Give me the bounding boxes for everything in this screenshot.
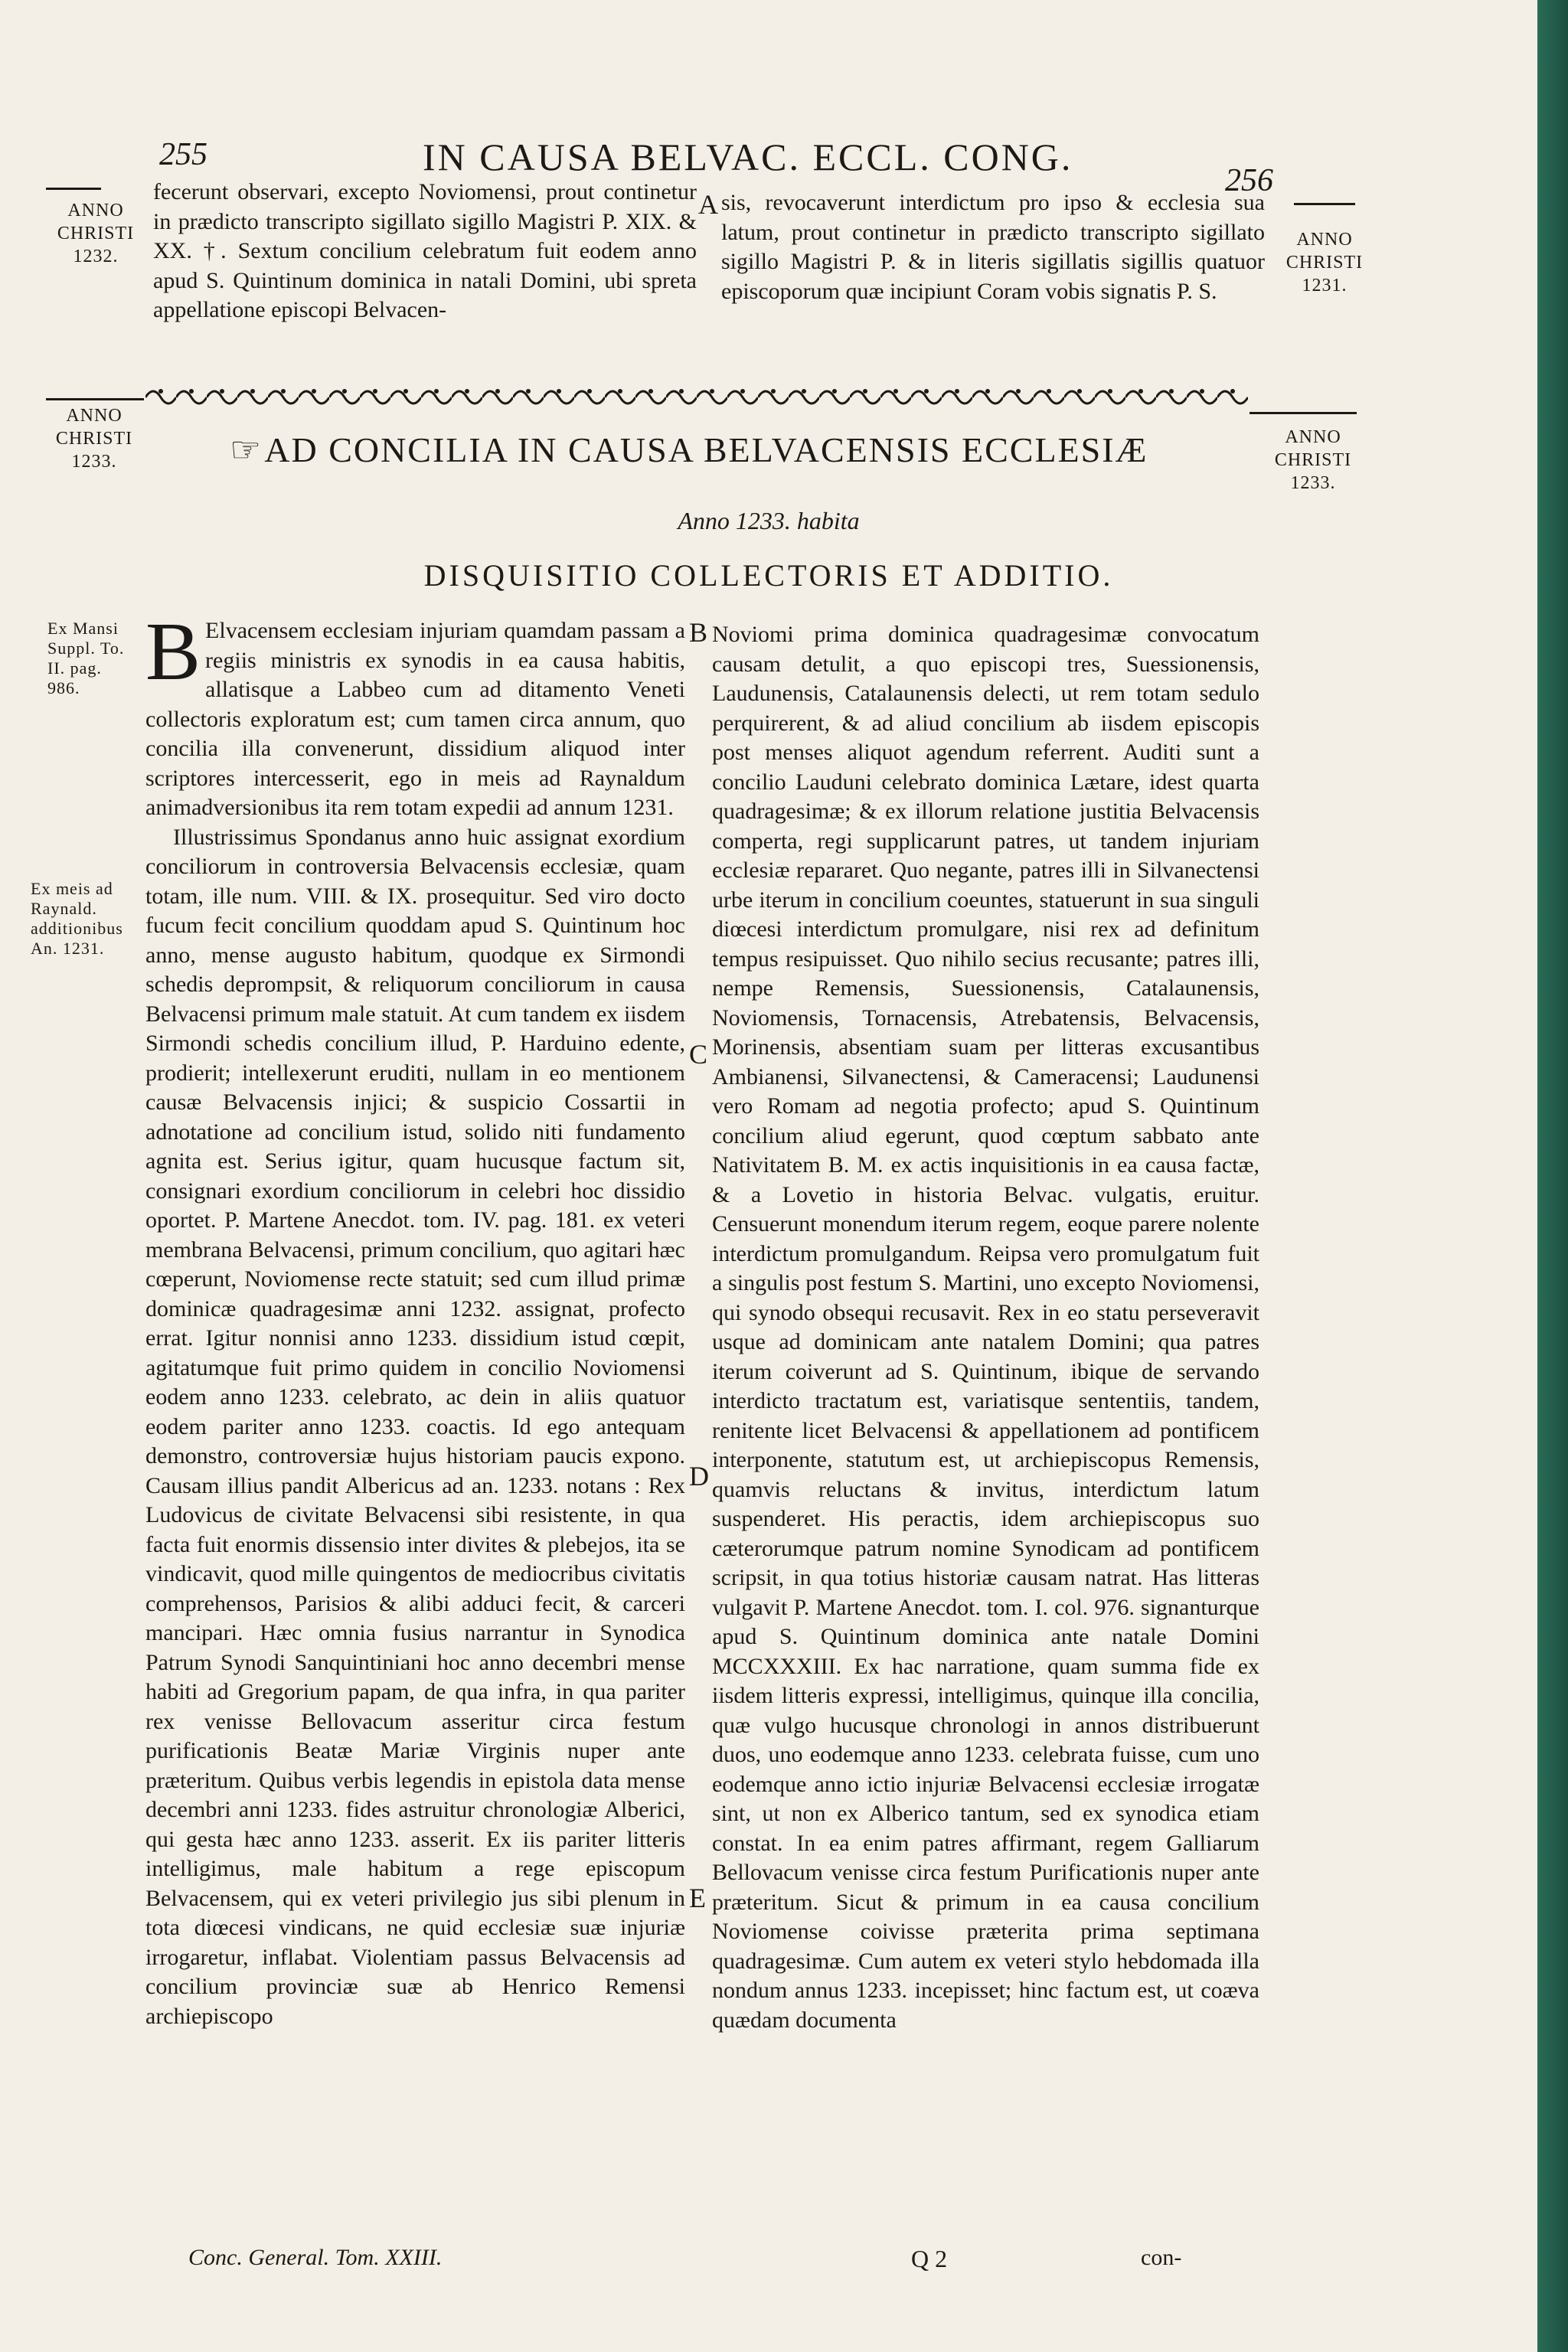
margin-year-top-left — [46, 199, 145, 268]
body-column-right: Noviomi prima dominica quadragesimæ convocatum causam detulit, a quo episcopi tres, Suessionensis, Laudunensis, Catalaunensis delecti, ut rem totam sedulo perquirerent, & ad aliud concilium ab iisdem episcopis post menses aliquot agendum referrent. Auditi sunt a concilio Lauduni celebrato dominica Lætare, idest quarta quadragesimæ; & ex illorum relatione justitia Belvacensis comperta, regi supplicarunt patres, ut tandem injuriam ecclesiæ repararet. Quo negante, patres illi in Silvanectensi urbe iterum in concilium coeuntes, statuerunt in sua singuli diœcesi interdictum promulgare, nisi rex ad definitum tempus resipuisset. Quo nihilo secius recusante; patres illi, nempe Remensis, Suessionensis, Catalaunensis, Noviomensis, Tornacensis, Atrebatensis, Belvacensis, Morinensis, absentiam suam per litteras excusantibus Ambianensi, Silvanectensi, & Cameracensi; Laudunensi vero Romam ad negotia profecto; apud S. Quintinum concilium aliud egerunt, quod cœptum sabbato ante Nativitatem B. M. ex actis inquisitionis in ea causa factæ, & a Lovetio in historia Belvac. vulgatis, eruitur. Censuerunt monendum iterum regem, eoque parere nolente interdictum promulgandum. Reipsa vero promulgatum fuit a singulis post festum S. Martini, uno excepto Noviomensi, qui synodo obsequi recusavit. Rex in eo statu perseveravit usque ad dominicam ante natalem Domini; qua patres iterum coiverunt ad S. Quintinum, ibique de servando interdicto tractatum est, variatisque sententiis, tandem, renitente licet Belvacensi & appellationem ad pontificem interponente, statutum est, ut archiepiscopus Remensis, quamvis reluctans & invitus, interdictum latum suspenderet. His peractis, idem archiepiscopus suo cæterorumque patrum nomine Synodicam ad pontificem scripsit, in qua totius historiæ causam natrat. Has litteras vulgavit P. Martene Anecdot. tom. I. col. 976. signanturque apud S. Quintinum dominica ante natale Domini MCCXXXIII. Ex hac narratione, quam summa fide ex iisdem litteris expressi, intelligimus, quinque illa concilia, quæ vulgo hucusque chronologi in annos distribuerunt duos, uno eodemque anno 1233. celebrata fuisse, cum uno eodemque anno ictio injuriæ Belvacensi ecclesiæ irrogatæ sint, ut non ex Alberico tantum, sed ex synodica etiam constat. In ea enim patres affirmant, regem Galliarum Bellovacum venisse circa festum Purificationis nuper ante præteritum. Sicut & primum in ea causa concilium Noviomense coivisse præterita prima septimana quadragesimæ. Cum autem ex veteri stylo hebdomada illa nondum annus 1233. incepisset; hinc factum est, ut coæva quædam documenta — [712, 622, 1259, 2033]
margin-christi-label: CHRISTI — [55, 429, 133, 449]
margin-year-value: 1233. — [71, 452, 117, 472]
source-note-raynald: Ex meis ad Raynald. additionibus An. 1231. — [31, 879, 123, 958]
catchword: con- — [1141, 2245, 1182, 2270]
margin-rule-top-right — [1294, 203, 1355, 205]
column-letter-c: C — [689, 1039, 708, 1070]
margin-anno-label: ANNO — [66, 406, 122, 426]
signature-mark: Q 2 — [911, 2245, 948, 2272]
top-text-right: sis, revocaverunt interdictum pro ipso & ecclesia sua latum, prout continetur in prædicto transcripto sigillato sigillo Magistri P. & in literis sigillatis sigillis quatuor episcoporum quæ incipiunt Coram vobis signatis P. S. — [721, 190, 1265, 304]
page-number-left: 255 — [159, 137, 207, 172]
margin-year-top-right — [1271, 228, 1378, 297]
ornament-rule-left — [46, 398, 144, 400]
margin-year-mid-right — [1256, 426, 1370, 495]
page-number-right: 256 — [1225, 163, 1273, 198]
footer-collection: Conc. General. Tom. XXIII. — [188, 2245, 443, 2270]
margin-christi-label: CHRISTI — [57, 224, 135, 243]
column-letter-a: A — [698, 189, 718, 220]
body-column-left — [145, 606, 685, 2031]
disquisitio-heading: DISQUISITIO COLLECTORIS ET ADDITIO. — [423, 558, 1114, 593]
running-title: IN CAUSA BELVAC. ECCL. CONG. — [423, 136, 1073, 178]
margin-anno-label: ANNO — [1296, 230, 1353, 250]
margin-anno-label: ANNO — [1285, 427, 1341, 447]
ornamental-band — [145, 381, 1248, 411]
book-binding-edge — [1537, 0, 1568, 2352]
margin-rule-top-left — [46, 188, 101, 190]
margin-anno-label: ANNO — [67, 201, 124, 220]
drop-cap: B — [145, 606, 201, 697]
ornament-rule-right — [1250, 412, 1357, 414]
margin-year-value: 1231. — [1302, 276, 1348, 296]
paragraph-1: Elvacensem ecclesiam injuriam quamdam passam a regiis ministris ex synodis in ea causa habitis, allatisque a Labbeo cum ad ditamento Veneti collectoris exploratum est; cum tamen circa annum, quo concilia illa convenerunt, dissidium aliquod inter scriptores intercesserit, ego in meis ad Raynaldum animadversionibus ita rem totam expedii ad annum 1231. — [145, 618, 685, 820]
margin-year-mid-left — [37, 404, 152, 473]
main-title: AD CONCILIA IN CAUSA BELVACENSIS ECCLESIÆ — [264, 430, 1148, 469]
main-title-block — [230, 429, 1256, 470]
paragraph-2: Illustrissimus Spondanus anno huic assignat exordium conciliorum in controversia Belvacensis ecclesiæ, quam totam, ille num. VIII. & IX. prosequitur. Sed viro docto fucum fecit concilium quoddam apud S. Quintinum hoc anno, mense augusto habitum, quodque ex Sirmondi schedis deprompsit, & reliquorum conciliorum in causa Belvacensi primum male statuit. At cum tandem ex iisdem Sirmondi schedis concilium illud, P. Harduino edente, prodierit; intellexerunt eruditi, nullam in eo mentionem causæ Belvacensis injici; & suspicio Cossartii in adnotatione ad concilium istud, solido niti fundamento agnita est. Serius igitur, quam hucusque factum sit, consignari exordium conciliorum in celebri hoc dissidio oportet. P. Martene Anecdot. tom. IV. pag. 181. ex veteri membrana Belvacensi, primum concilium, quo agitari hæc cœperunt, Noviomense recte statuit; sed cum illud primæ dominicæ quadragesimæ anni 1232. assignat, profecto errat. Igitur nonnisi anno 1233. dissidium istud cœpit, agitatumque fuit primo quidem in concilio Noviomensi eodem anno 1233. celebrato, ac dein in aliis quatuor eodem pariter anno 1233. coactis. Id ego antequam demonstro, controversiæ hujus historiam paucis expono. Causam illius pandit Albericus ad an. 1233. notans : Rex Ludovicus de civitate Belvacensi sibi resistente, in qua facta fuit enormis dissensio inter divites & plebejos, ita se vindicavit, quod mille quingentos de mediocribus civitatis comprehensos, Parisios & alibi adduci fecit, & carceri mancipari. Hæc omnia fusius narrantur in Synodica Patrum Synodi Sanquintiniani hoc anno decembri mense habiti ad Gregorium papam, de qua infra, in qua pariter rex venisse Bellovacum asseritur circa festum purificationis Beatæ Mariæ Virginis nuper ante præteritum. Quibus verbis legendis in epistola data mense decembri anni 1233. fides astruitur chronologiæ Alberici, qui gesta hæc anno 1233. asserit. Ex iis pariter litteris intelligimus, male habitum a rege episcopum Belvacensem, qui ex veteri privilegio jus sibi plenum in tota diœcesi vindicans, ne quid ecclesiæ suæ injuriæ irrogaretur, inflabat. Violentiam passus Belvacensis ad concilium provinciæ suæ ab Henrico Remensi archiepiscopo — [145, 824, 685, 2029]
margin-christi-label: CHRISTI — [1285, 253, 1364, 273]
column-letter-e: E — [689, 1883, 706, 1913]
margin-year-value: 1232. — [73, 247, 119, 266]
source-note-mansi: Ex Mansi Suppl. To. II. pag. 986. — [47, 619, 125, 697]
top-text-left: fecerunt observari, excepto Noviomensi, prout continetur in prædicto transcripto sigillato sigillo Magistri P. XIX. & XX. †. Sextum concilium celebratum fuit eodem anno apud S. Quintinum dominica in natali Domini, ubi spreta appellatione episcopi Belvacen- — [153, 179, 697, 322]
margin-christi-label: CHRISTI — [1274, 450, 1352, 470]
pointing-hand-icon: ☞ — [230, 430, 262, 469]
margin-year-value: 1233. — [1290, 473, 1336, 493]
column-letter-b: B — [689, 617, 708, 648]
column-letter-d: D — [689, 1461, 709, 1491]
subtitle: Anno 1233. habita — [678, 507, 860, 534]
